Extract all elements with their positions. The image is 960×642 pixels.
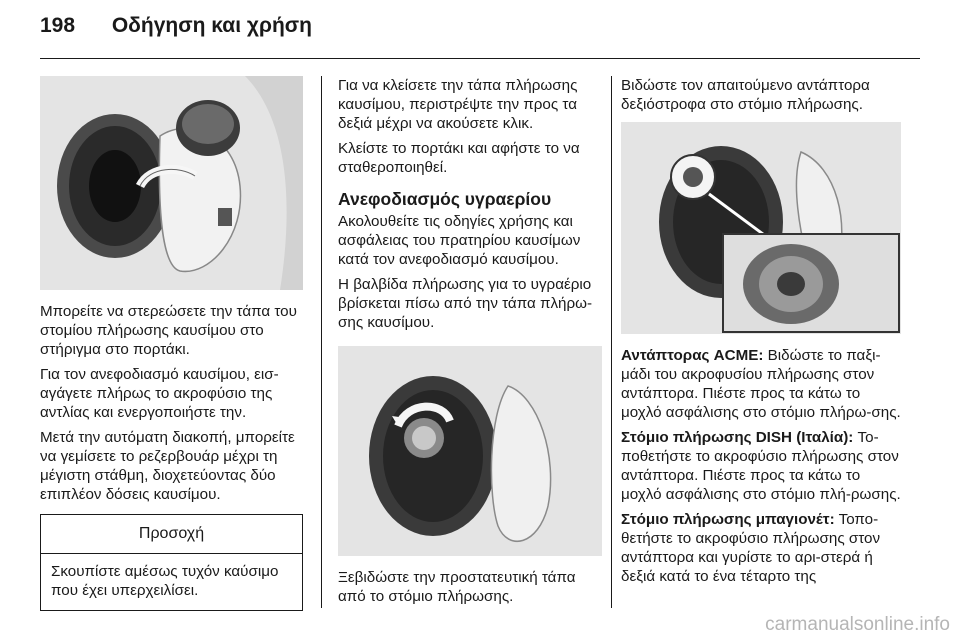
paragraph: Μετά την αυτόματη διακοπή, μπορείτε να γεμίσετε το ρεζερβουάρ μέχρι τη μέγιστη στάθμη, διοχετεύοντας δύο επιπλέον δόσεις καυσίμου. — [40, 429, 295, 503]
caution-box — [40, 514, 303, 611]
acme-paragraph — [621, 346, 901, 422]
watermark: carmanualsonline.info — [765, 614, 950, 635]
column-divider-2 — [611, 76, 612, 608]
paragraph: Ξεβιδώστε την προστατευτική τάπα από το στόμιο πλήρωσης. — [338, 569, 576, 605]
page-number: 198 — [40, 14, 76, 37]
column-divider-1 — [321, 76, 322, 608]
lpg-valve-illustration-svg — [338, 346, 602, 556]
adapter-illustration — [621, 122, 901, 334]
dish-text: Το-ποθετήστε το ακροφύσιο πλήρωσης στον αντάπτορα. Πιέστε προς τα κάτω το μοχλό ασφάλισης στο στόμιο πλή-ρωσης. — [621, 429, 901, 503]
adapter-illustration-svg — [621, 122, 901, 334]
paragraph: Για να κλείσετε την τάπα πλήρωσης καυσίμου, περιστρέψτε την προς τα δεξιά μέχρι να ακούσετε κλικ. — [338, 77, 578, 132]
caution-text: Σκουπίστε αμέσως τυχόν καύσιμο που έχει υπερχειλίσει. — [51, 563, 279, 599]
paragraph: Κλείστε το πορτάκι και αφήστε το να σταθεροποιηθεί. — [338, 140, 580, 176]
section-title: Ανεφοδιασμός υγραερίου — [338, 189, 552, 209]
column-2 — [338, 76, 602, 612]
bayonet-label: Στόμιο πλήρωσης μπαγιονέτ: — [621, 511, 835, 528]
lpg-valve-cap-illustration — [338, 346, 602, 556]
dish-paragraph — [621, 428, 901, 504]
paragraph: Η βαλβίδα πλήρωσης για το υγραέριο βρίσκεται πίσω από την τάπα πλήρω-σης καυσίμου. — [338, 276, 593, 331]
paragraph: Ακολουθείτε τις οδηγίες χρήσης και ασφάλειας του πρατηρίου καυσίμων κατά τον ανεφοδιασμό καυσίμου. — [338, 213, 581, 268]
dish-label: Στόμιο πλήρωσης DISH (Ιταλία): — [621, 429, 854, 446]
acme-text: Βιδώστε το παξι-μάδι του ακροφυσίου πλήρωσης στον αντάπτορα. Πιέστε προς τα κάτω το μοχλό ασφάλισης στο στόμιο πλήρω-σης. — [621, 347, 901, 421]
caution-title: Προσοχή — [41, 515, 302, 554]
column-3 — [621, 76, 901, 592]
bayonet-paragraph — [621, 510, 901, 586]
header-rule — [40, 58, 920, 59]
column-1 — [40, 76, 303, 611]
paragraph: Για τον ανεφοδιασμό καυσίμου, εισ-αγάγετε πλήρως το ακροφύσιο της αντλίας και ενεργοποιήστε την. — [40, 366, 279, 421]
paragraph: Μπορείτε να στερεώσετε την τάπα του στομίου πλήρωσης καυσίμου στο στήριγμα στο πορτάκι. — [40, 303, 297, 358]
page-header — [40, 14, 312, 38]
acme-label: Αντάπτορας ACME: — [621, 347, 764, 364]
fuel-cap-holder-illustration — [40, 76, 303, 290]
bayonet-text: Τοπο-θετήστε το ακροφύσιο πλήρωσης στον αντάπτορα και γυρίστε το αρι-στερά ή δεξιά κατά το ένα τέταρτο της — [621, 511, 881, 585]
fuel-cap-illustration-svg — [40, 76, 303, 290]
paragraph: Βιδώστε τον απαιτούμενο αντάπτορα δεξιόστροφα στο στόμιο πλήρωσης. — [621, 77, 870, 113]
chapter-title: Οδήγηση και χρήση — [111, 14, 312, 37]
